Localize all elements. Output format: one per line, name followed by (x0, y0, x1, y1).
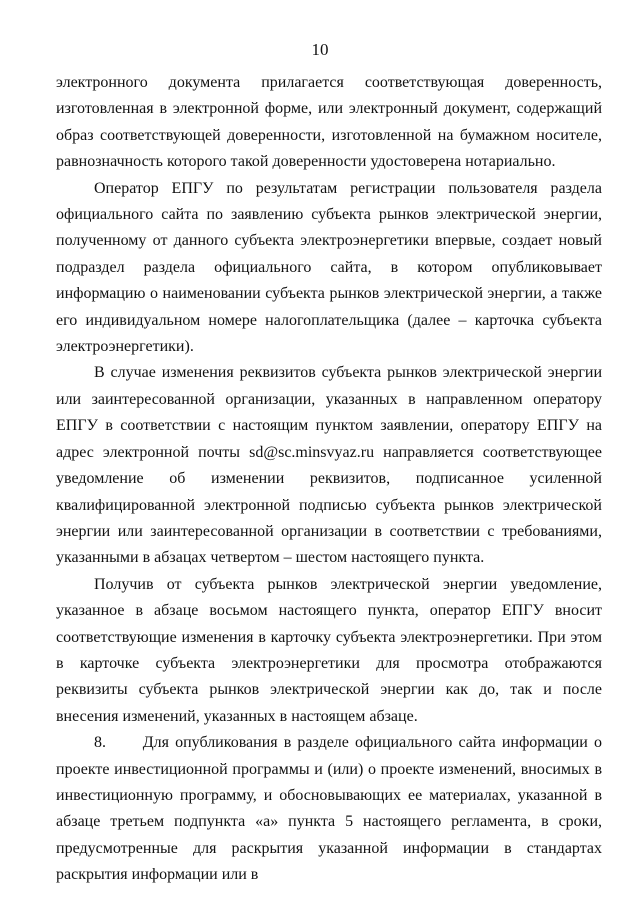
document-body (56, 70, 606, 889)
paragraph-continuation: электронного документа прилагается соответствующая доверенность, изготовленная в электронной форме, или электронный документ, содержащий образ соответствующей доверенности, изготовленной на бумажном носителе, равнозначность которого такой доверенности удостоверена нотариально. (56, 74, 602, 171)
paragraph-notification-received: Получив от субъекта рынков электрической энергии уведомление, указанное в абзаце восьмом настоящего пункта, оператор ЕПГУ вносит соответствующие изменения в карточку субъекта электроэнергетики. При этом в карточке субъекта электроэнергетики для просмотра отображаются реквизиты субъекта рынков электрической энергии как до, так и после внесения изменений, указанных в настоящем абзаце. (56, 575, 602, 725)
paragraph-requisites-change: В случае изменения реквизитов субъекта рынков электрической энергии или заинтересованной организации, указанных в направленном оператору ЕПГУ в соответствии с настоящим пунктом заявлении, оператору ЕПГУ на адрес электронной почты sd@sc.minsvyaz.ru направляется соответствующее уведомление об изменении реквизитов, подписанное усиленной квалифицированной электронной подписью субъекта рынков электрической энергии или заинтересованной организации в соответствии с требованиями, указанными в абзацах четвертом – шестом настоящего пункта. (56, 364, 602, 567)
paragraph-item-8: 8. Для опубликования в разделе официального сайта информации о проекте инвестиционной программы и (или) о проекте изменений, вносимых в инвестиционную программу, и обосновывающих ее материалах, указанной в абзаце третьем подпункта «а» пункта 5 настоящего регламента, в сроки, предусмотренные для раскрытия указанной информации в стандартах раскрытия информации или в (56, 734, 606, 884)
page-number: 10 (311, 40, 329, 59)
paragraph-operator-registration: Оператор ЕПГУ по результатам регистрации пользователя раздела официального сайта по заявлению субъекта рынков электрической энергии, полученному от данного субъекта электроэнергетики впервые, создает новый подраздел раздела официального сайта, в котором опубликовывает информацию о наименовании субъекта рынков электрической энергии, а также его индивидуальном номере налогоплательщика (далее – карточка субъекта электроэнергетики). (56, 179, 602, 356)
